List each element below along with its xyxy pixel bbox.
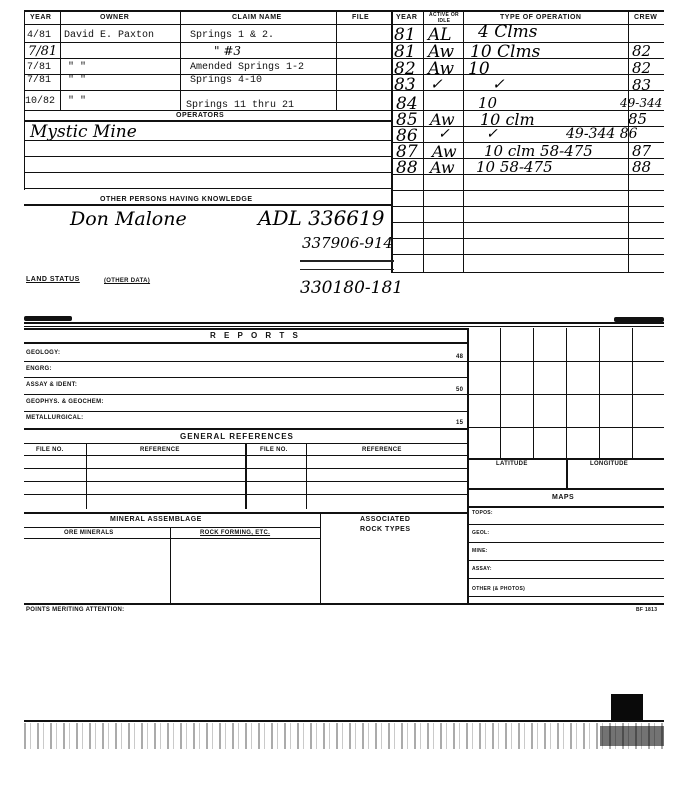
land-status-label: LAND STATUS (26, 276, 80, 283)
claim-owner: " " (68, 75, 87, 86)
reports-geophys: GEOPHYS. & GEOCHEM: (26, 399, 104, 405)
operation-type: 10 58-475 (476, 158, 553, 176)
reports-metallurgical: METALLURGICAL: (26, 415, 84, 421)
reports-num: 50 (456, 387, 464, 393)
maps-other: OTHER (& PHOTOS) (472, 586, 526, 592)
form-number: BF 1813 (636, 607, 658, 613)
operation-year: 88 (396, 158, 418, 178)
ref-reference-2: REFERENCE (362, 447, 402, 453)
knowledge-label: OTHER PERSONS HAVING KNOWLEDGE (100, 196, 253, 203)
bottom-border-line (24, 720, 664, 722)
maps-mine: MINE: (472, 548, 488, 554)
operation-type: 10 (468, 59, 490, 79)
claim-name: Springs 4-10 (190, 75, 263, 86)
operation-status: Aw (430, 110, 455, 129)
operation-crew: 82 (632, 42, 652, 60)
operation-status: ✓ (430, 75, 443, 93)
claim-year: 7/81 (27, 75, 52, 86)
operation-status: AL (428, 25, 452, 45)
assoc-title: ASSOCIATED (360, 516, 411, 523)
claim-owner: " " (68, 96, 87, 107)
header-year-2: YEAR (396, 14, 418, 21)
ref-file-no-2: FILE NO. (260, 447, 288, 453)
reports-num: 48 (456, 354, 464, 360)
reports-assay: ASSAY & IDENT: (26, 382, 78, 388)
scan-noise (24, 723, 664, 749)
maps-title: MAPS (552, 494, 575, 501)
header-claim-name: CLAIM NAME (232, 14, 282, 21)
header-file: FILE (352, 14, 370, 21)
rock-forming: ROCK FORMING, ETC. (200, 530, 271, 536)
operation-status: Aw (428, 59, 455, 79)
claim-name: " #3 (214, 44, 242, 58)
header-type-of-operation: TYPE OF OPERATION (500, 14, 582, 21)
operation-year: 86 (396, 126, 418, 146)
operation-year: 85 (396, 110, 418, 130)
scan-noise-dark (600, 726, 664, 746)
general-references-title: GENERAL REFERENCES (180, 432, 294, 441)
header-owner: OWNER (100, 14, 130, 21)
operation-type: ✓ (486, 126, 498, 142)
maps-assay: ASSAY: (472, 566, 492, 572)
knowledge-number: 337906-914 (302, 234, 393, 252)
header-active-idle: ACTIVE OR IDLE (429, 12, 459, 24)
claim-year: 4/81 (27, 30, 52, 41)
operation-crew: 49-344 (620, 96, 663, 110)
operation-crew: 83 (632, 76, 652, 94)
operation-status: Aw (432, 142, 457, 161)
operation-type: 10 clm (480, 110, 535, 129)
reports-geology: GEOLOGY: (26, 350, 61, 356)
operation-year: 83 (394, 75, 416, 95)
black-mark (611, 694, 643, 722)
claim-year: 7/81 (27, 62, 52, 73)
operation-crew: 88 (632, 158, 652, 176)
header-year: YEAR (30, 14, 52, 21)
operation-type: 10 clm 58-475 (484, 142, 593, 160)
assoc-title-2: ROCK TYPES (360, 526, 411, 533)
knowledge-person: Don Malone (70, 208, 187, 230)
operation-crew: 82 (632, 59, 652, 77)
points-meriting-attention: POINTS MERITING ATTENTION: (26, 607, 125, 613)
operation-type: ✓ (492, 75, 505, 93)
operation-year: 82 (394, 59, 416, 79)
operation-year: 87 (396, 142, 418, 162)
operators-label: OPERATORS (176, 112, 225, 119)
claim-name: Amended Springs 1-2 (190, 62, 305, 73)
operation-year: 84 (396, 94, 418, 114)
operation-type: 10 (478, 94, 498, 112)
reports-title: R E P O R T S (210, 331, 301, 340)
operation-type: 4 Clms (478, 22, 538, 42)
operation-status: ✓ (438, 126, 450, 142)
maps-topos: TOPOS: (472, 510, 493, 516)
knowledge-number: ADL 336619 (258, 206, 385, 230)
operators-entry: Mystic Mine (30, 122, 137, 142)
operation-crew: 49-344 86 (566, 126, 638, 142)
claim-owner: David E. Paxton (64, 30, 155, 41)
claim-name: Springs 1 & 2. (190, 30, 275, 41)
operation-status: Aw (428, 42, 455, 62)
operation-crew: 87 (632, 142, 652, 160)
scribbled-number (300, 260, 394, 270)
ref-file-no: FILE NO. (36, 447, 64, 453)
operation-status: Aw (430, 158, 455, 177)
claim-year: 10/82 (25, 96, 56, 107)
claim-year: 7/81 (28, 44, 58, 59)
operation-year: 81 (394, 42, 416, 62)
reports-num: 15 (456, 420, 464, 426)
land-status-sublabel: (OTHER DATA) (104, 278, 151, 284)
latitude-label: LATITUDE (496, 461, 528, 467)
claim-name: Springs 11 thru 21 (186, 100, 295, 111)
knowledge-number: 330180-181 (300, 278, 404, 298)
operation-type: 10 Clms (470, 42, 541, 62)
claim-owner: " " (68, 62, 87, 73)
ref-reference: REFERENCE (140, 447, 180, 453)
operation-crew: 85 (628, 110, 648, 128)
mineral-title: MINERAL ASSEMBLAGE (110, 516, 202, 523)
maps-geol: GEOL: (472, 530, 490, 536)
header-crew: CREW (634, 14, 658, 21)
longitude-label: LONGITUDE (590, 461, 629, 467)
ore-minerals: ORE MINERALS (64, 530, 114, 536)
reports-engrg: ENGRG: (26, 366, 52, 372)
operation-year: 81 (394, 25, 416, 45)
